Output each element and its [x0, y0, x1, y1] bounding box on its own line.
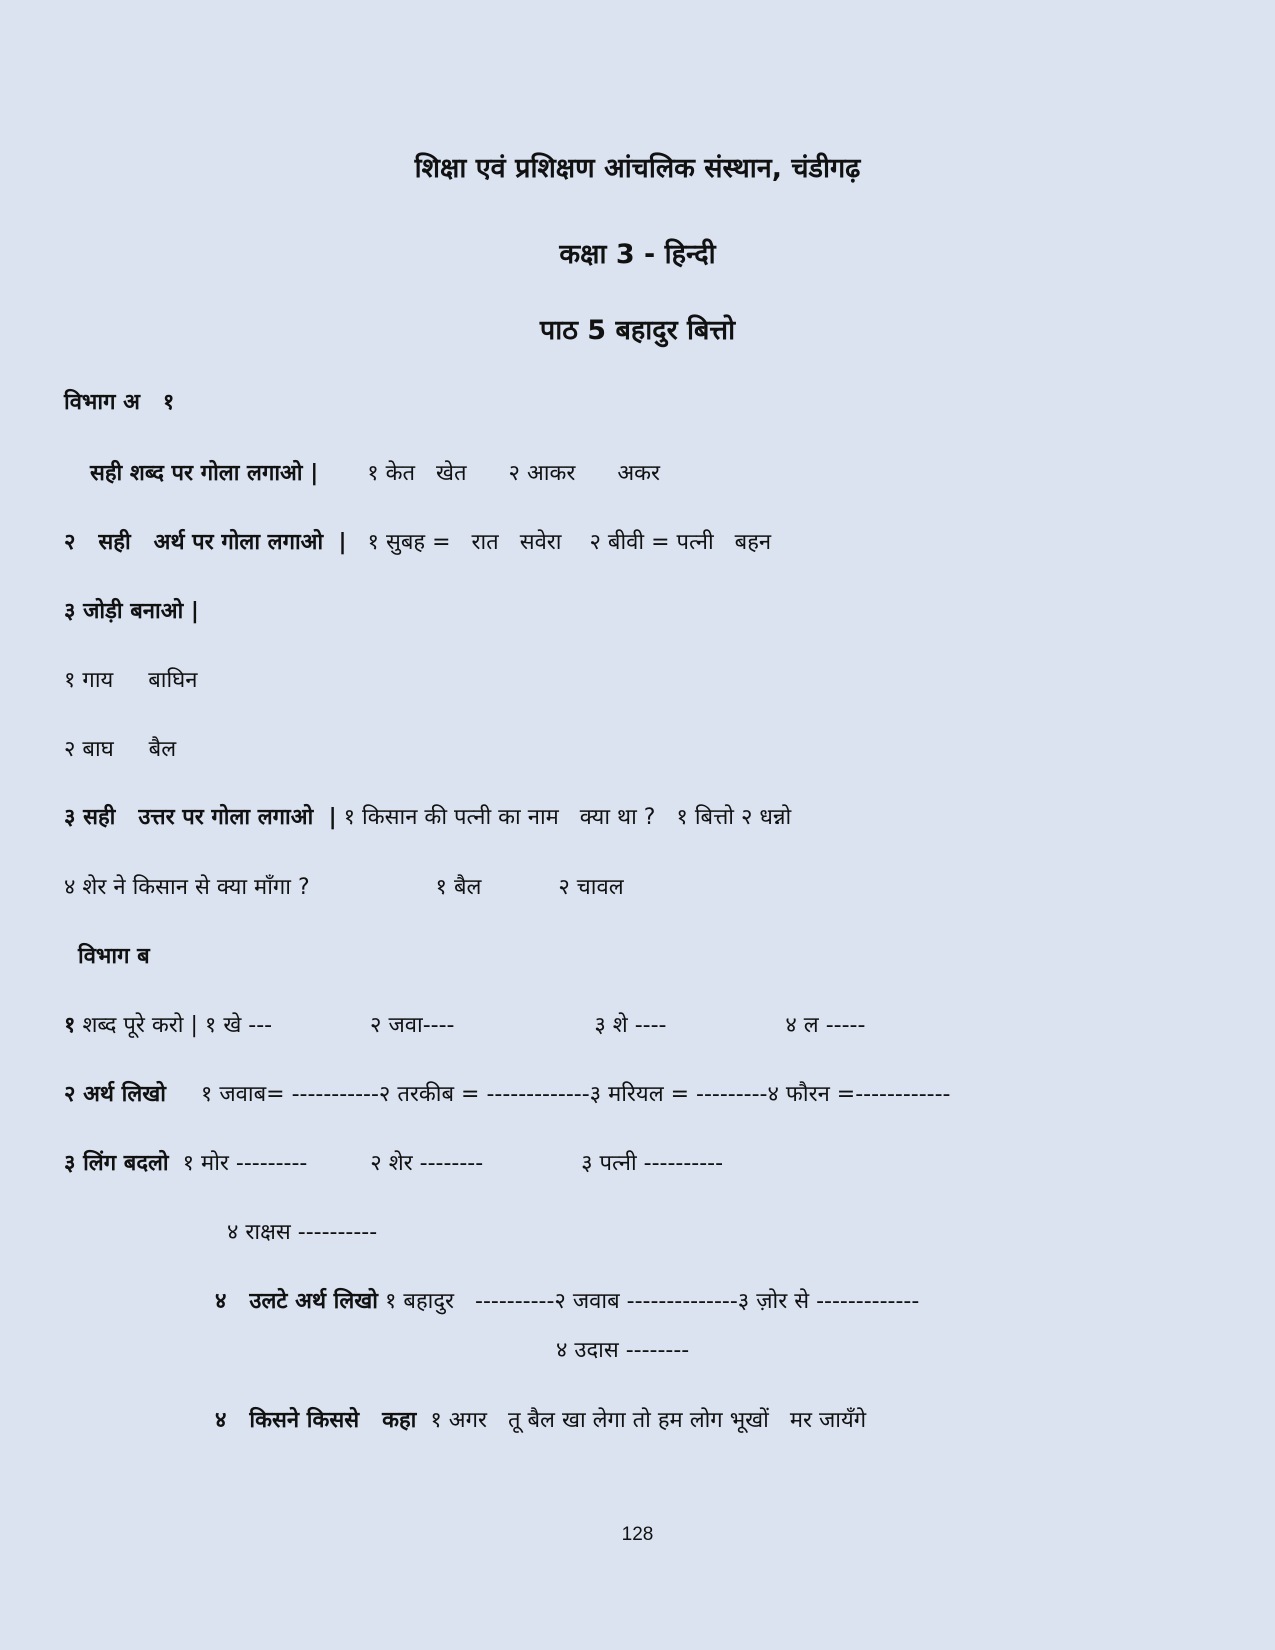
- page-number: 128: [621, 1524, 654, 1545]
- question-b5-label: ४ किसने किससे कहा: [215, 1408, 417, 1433]
- section-a-title: विभाग अ १: [64, 390, 175, 415]
- question-b4-label: ४ उलटे अर्थ लिखो: [215, 1289, 378, 1314]
- question-b3-label: ३ लिंग बदलो: [64, 1151, 169, 1176]
- question-b5-text: १ अगर तू बैल खा लेगा तो हम लोग भूखों मर जायँगे: [416, 1408, 867, 1433]
- section-b-title: विभाग ब: [78, 944, 150, 969]
- question-b5: [215, 1406, 866, 1436]
- question-b3-text: १ मोर --------- २ शेर -------- ३ पत्नी ----------: [168, 1151, 724, 1176]
- question-a2-label: २ सही अर्थ पर गोला लगाओ |: [64, 530, 347, 555]
- question-a3-label: ३ जोड़ी बनाओ |: [64, 599, 199, 624]
- institute-title: शिक्षा एवं प्रशिक्षण आंचलिक संस्थान, चंडीगढ़: [414, 153, 861, 184]
- question-a1-label: सही शब्द पर गोला लगाओ |: [90, 461, 319, 486]
- question-b2-label: २ अर्थ लिखो: [64, 1082, 166, 1107]
- question-b2: [64, 1080, 950, 1110]
- question-b4-extra: ४ उदास --------: [556, 1338, 690, 1363]
- question-a4-text: १ किसान की पत्नी का नाम क्या था ? १ बित्तो २ धन्नो: [336, 805, 792, 830]
- question-b3-extra: ४ राक्षस ----------: [227, 1220, 378, 1245]
- question-a4-label: ३ सही उत्तर पर गोला लगाओ |: [64, 805, 337, 830]
- question-a5: ४ शेर ने किसान से क्या माँगा ? १ बैल २ चावल: [64, 875, 624, 900]
- question-b2-text: १ जवाब= -----------२ तरकीब = -------------३ मरियल = ---------४ फौरन =------------: [165, 1082, 951, 1107]
- question-a4: [64, 803, 791, 833]
- question-a2-options: १ सुबह = रात सवेरा २ बीवी = पत्नी बहन: [346, 530, 772, 555]
- question-b1: [64, 1011, 865, 1041]
- question-a1-options: १ केत खेत २ आकर अकर: [318, 461, 661, 486]
- lesson-title: पाठ 5 बहादुर बित्तो: [539, 315, 736, 346]
- question-b4: [215, 1287, 919, 1317]
- question-b1-label: १: [64, 1013, 76, 1038]
- pair-1: १ गाय बाघिन: [64, 668, 198, 693]
- question-a1: [90, 459, 660, 489]
- question-a2: [64, 528, 771, 558]
- question-b4-text: १ बहादुर ----------२ जवाब --------------३ ज़ोर से -------------: [377, 1289, 920, 1314]
- pair-2: २ बाघ बैल: [64, 737, 177, 762]
- question-b1-text: शब्द पूरे करो | १ खे --- २ जवा---- ३ शे ---- ४ ल -----: [75, 1013, 866, 1038]
- question-b3: [64, 1149, 723, 1179]
- class-title: कक्षा 3 - हिन्दी: [559, 239, 716, 270]
